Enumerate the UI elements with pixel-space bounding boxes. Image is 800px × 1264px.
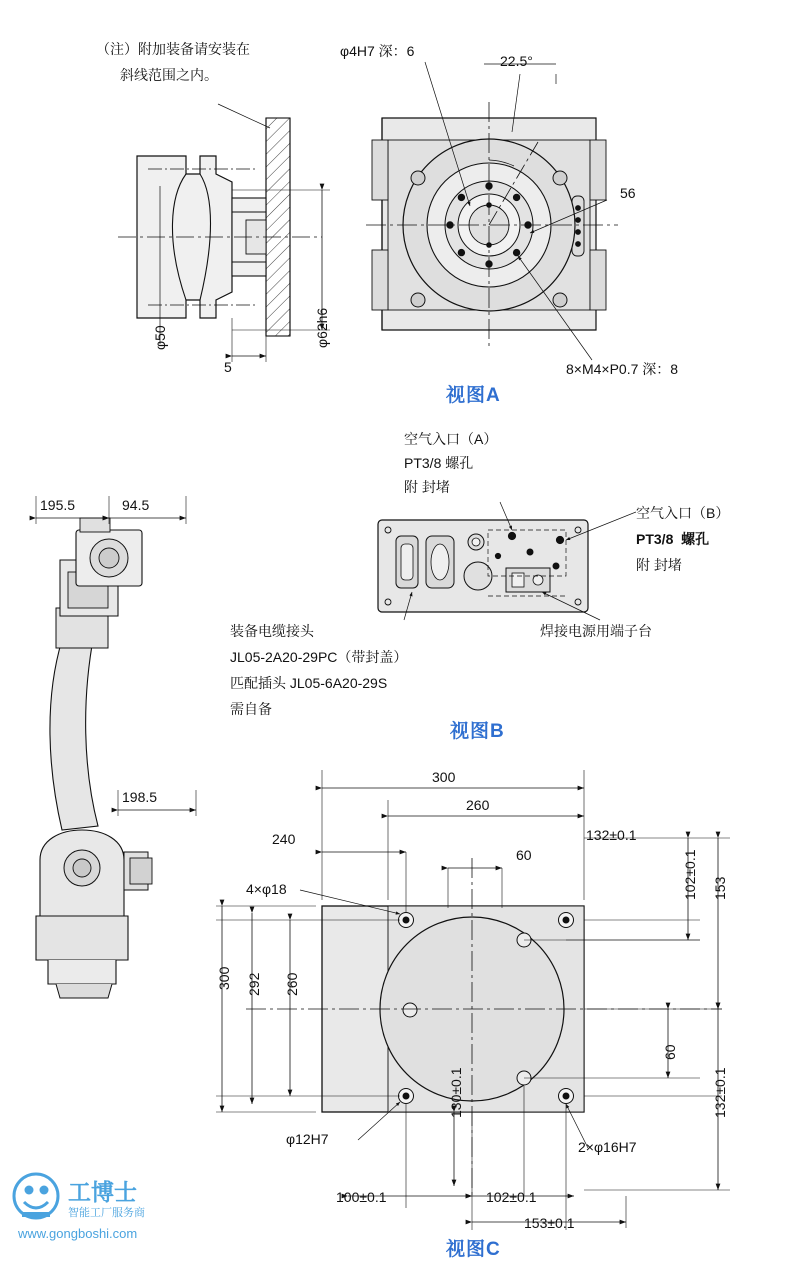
label-hole-4x18: 4×φ18 — [246, 881, 287, 897]
label-dim-102-right: 102±0.1 — [682, 849, 698, 900]
label-dim-260-top: 260 — [466, 797, 490, 813]
label-dim-153-bottom: 153±0.1 — [524, 1215, 575, 1231]
label-hole-12h7: φ12H7 — [286, 1131, 329, 1147]
label-air-inlet-a-3: 附 封堵 — [404, 479, 450, 495]
label-dim-292-left: 292 — [246, 972, 262, 996]
label-dim-130: 130±0.1 — [448, 1067, 464, 1118]
watermark — [10, 1168, 190, 1248]
note-line-1: （注）附加装备请安装在 — [96, 41, 250, 57]
label-dim-300-left: 300 — [216, 966, 232, 990]
label-cable-connector-4: 需自备 — [230, 701, 272, 717]
label-air-inlet-a-1: 空气入口（A） — [404, 431, 498, 447]
label-dim-100: 100±0.1 — [336, 1189, 387, 1205]
view-a-front-face — [366, 62, 618, 360]
label-dim-198-5: 198.5 — [122, 789, 158, 805]
label-angle-22-5: 22.5° — [500, 53, 533, 69]
label-dim-153-right: 153 — [712, 876, 728, 900]
watermark-brand: 工博士 — [68, 1179, 137, 1205]
label-dim-195-5: 195.5 — [40, 497, 76, 513]
label-air-inlet-a-2: PT3/8 螺孔 — [404, 455, 474, 471]
robot-elevation — [36, 496, 196, 998]
view-b-title: 视图B — [450, 721, 505, 742]
label-dim-260-left: 260 — [284, 972, 300, 996]
label-cable-connector-2: JL05-2A20-29PC（带封盖） — [230, 649, 408, 665]
label-dia-50: φ50 — [152, 325, 168, 350]
watermark-site: www.gongboshi.com — [18, 1226, 138, 1241]
label-dim-56: 56 — [620, 185, 636, 201]
label-dim-60-top: 60 — [516, 847, 532, 863]
view-c-title: 视图C — [446, 1239, 501, 1260]
label-dim-60-right: 60 — [662, 1044, 678, 1060]
label-terminal-block: 焊接电源用端子台 — [540, 623, 652, 639]
label-dim-132-right: 132±0.1 — [586, 827, 637, 843]
label-air-inlet-b-3: 附 封堵 — [636, 557, 682, 573]
view-a-side-section — [118, 104, 330, 362]
view-a-title: 视图A — [446, 385, 501, 406]
label-cable-connector-3: 匹配插头 JL05-6A20-29S — [230, 675, 388, 691]
label-air-inlet-b-2: PT3/8 螺孔 — [636, 531, 710, 547]
label-dim-240: 240 — [272, 831, 296, 847]
label-dim-5: 5 — [224, 359, 232, 375]
label-tap-8xm4: 8×M4×P0.7 深：8 — [566, 361, 679, 377]
label-hole-4h7: φ4H7 深：6 — [340, 43, 415, 59]
label-hole-2x16h7: 2×φ16H7 — [578, 1139, 637, 1155]
watermark-tagline: 智能工厂服务商 — [68, 1207, 145, 1219]
label-air-inlet-b-1: 空气入口（B） — [636, 505, 730, 521]
label-dim-94-5: 94.5 — [122, 497, 150, 513]
label-dim-102-bottom: 102±0.1 — [486, 1189, 537, 1205]
label-dim-300-top: 300 — [432, 769, 456, 785]
view-b-panel — [378, 502, 636, 620]
note-line-2: 斜线范围之内。 — [120, 67, 218, 83]
label-cable-connector-1: 装备电缆接头 — [230, 623, 314, 639]
label-dim-132-right-low: 132±0.1 — [712, 1067, 728, 1118]
label-dia-62h6: φ62h6 — [314, 307, 330, 348]
